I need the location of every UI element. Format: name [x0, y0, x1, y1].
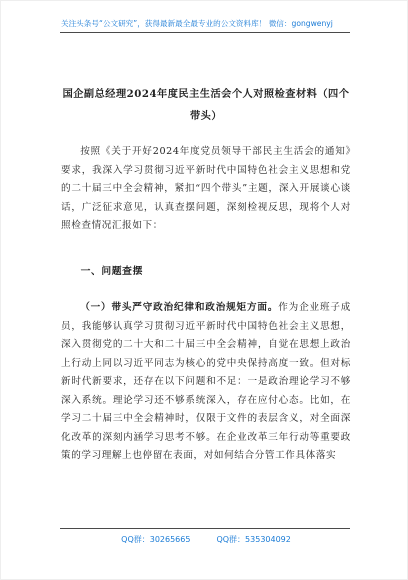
- footer-divider: [60, 528, 350, 529]
- header-divider: [60, 32, 350, 33]
- document-title: 国企副总经理2024年度民主生活会个人对照检查材料（四个带头）: [62, 88, 350, 122]
- top-banner-text: 关注头条号“公文研究”，获得最新最全最专业的公文资料库！ 微信：gongwenyj: [61, 19, 333, 28]
- subsection-text: 作为企业班子成员，我能够认真学习贯彻习近平新时代中国特色社会主义思想，深入贯彻党的二十大和二十届三中全会精神，自觉在思想上政治上行动上同以习近平同志为核心的党中央保持高度一致。但对标新时代新要求，还存在以下问题和不足：一是政治理论学习不够深入系统。理论学习还不够系统深入，存在应付心态。比如，在学习二十届三中全会精神时，仅限于文件的表层含义，对全面深化改革的深刻内涵学习思考不够。在企业改革三年行动等重要政策的学习理解上也停留在表面，对如何结合分管工作具体落实: [61, 302, 351, 461]
- footer-qq-group-2: QQ群：535304092: [216, 535, 291, 544]
- footer: [61, 533, 351, 547]
- intro-paragraph: 按照《关于开好2024年度党员领导干部民主生活会的通知》要求，我深入学习贯彻习近平新时代中国特色社会主义思想和党的二十届三中全会精神，紧扣“四个带头”主题，深入开展谈心谈话，广泛征求意见，认真查摆问题，深刻检视反思，现将个人对照检查情况汇报如下：: [61, 146, 351, 231]
- footer-qq-group-1: QQ群：30265665: [121, 535, 191, 544]
- section-heading-problems: 一、问题查摆: [80, 266, 143, 277]
- body-paragraph: [61, 299, 351, 466]
- subsection-heading: （一）带头严守政治纪律和政治规矩方面。: [80, 302, 279, 313]
